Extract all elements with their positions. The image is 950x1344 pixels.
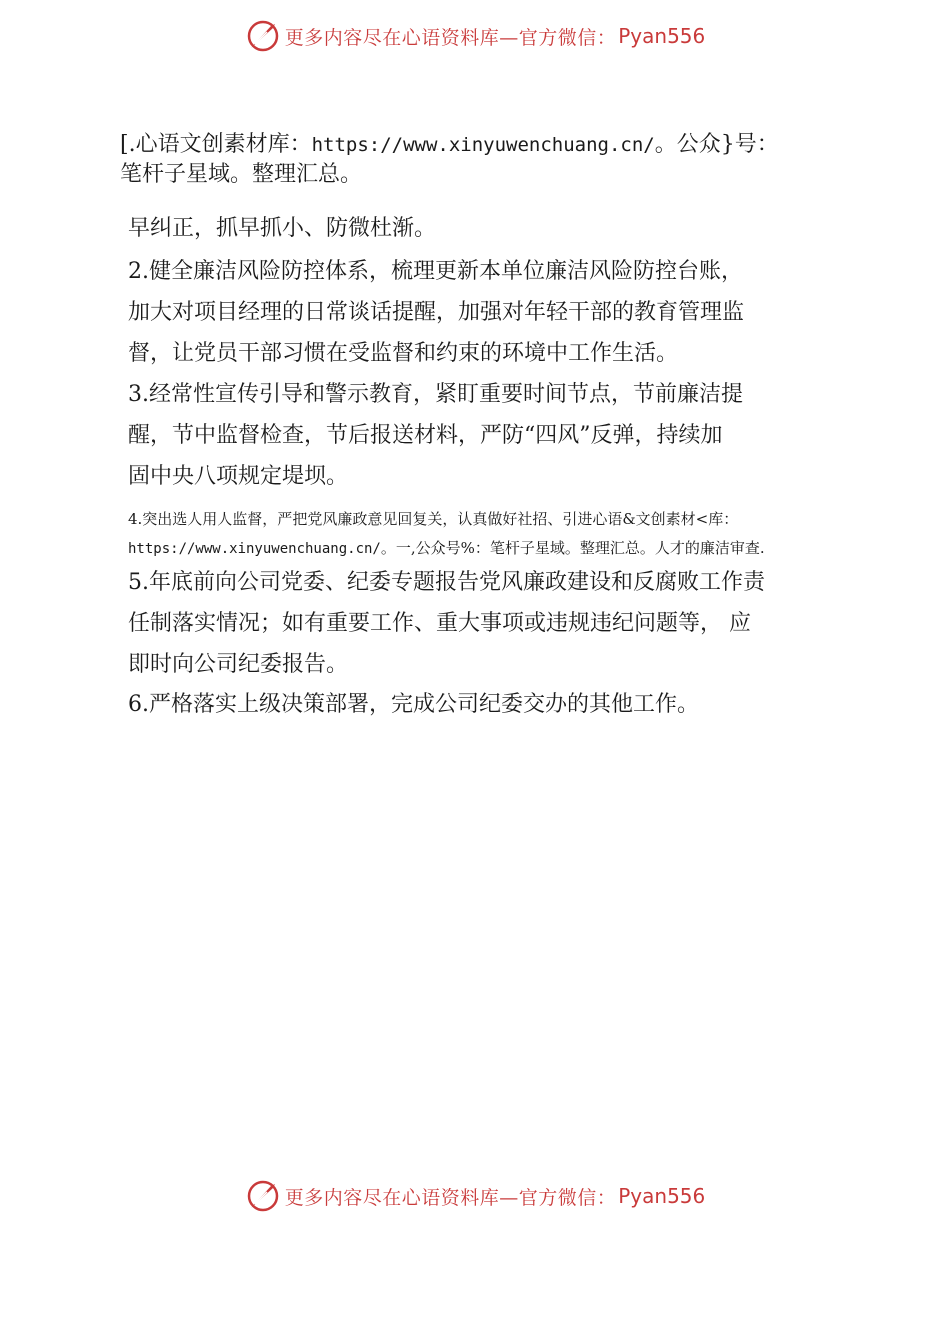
item-3-line: 醒，节中监督检查，节后报送材料，严防“四风”反弹，持续加 (128, 423, 723, 448)
item-4-url: https://www.xinyuwenchuang.cn/ (128, 541, 381, 557)
item-5-line: 即时向公司纪委报告。 (128, 652, 349, 677)
item-3-line: 固中央八项规定堤坝。 (128, 464, 349, 489)
header-banner (0, 16, 950, 56)
banner-wechat-id: Pyan556 (618, 1184, 706, 1208)
intro-suffix: 。公众}号： (654, 132, 779, 157)
item-3 (128, 374, 853, 497)
intro-url: https://www.xinyuwenchuang.cn/ (311, 134, 655, 156)
banner-text: 更多内容尽在心语资料库—官方微信： (284, 1186, 617, 1209)
banner-wechat-id: Pyan556 (618, 24, 706, 48)
item-1-line: 早纠正，抓早抓小、防微杜渐。 (128, 216, 437, 241)
banner-text: 更多内容尽在心语资料库—官方微信： (284, 26, 617, 49)
footer-banner (0, 1176, 950, 1216)
item-5-line: 5.年底前向公司党委、纪委专题报告党风廉政建设和反腐败工作责 (128, 570, 765, 595)
quill-logo-icon (245, 1178, 281, 1214)
intro-line2: 笔杆子星域。整理汇总。 (120, 162, 363, 187)
item-6-line: 6.严格落实上级决策部署，完成公司纪委交办的其他工作。 (128, 692, 699, 717)
item-6 (128, 684, 853, 725)
item-5 (128, 562, 853, 685)
intro-paragraph (120, 130, 865, 189)
item-4 (128, 505, 873, 564)
item-2-line: 加大对项目经理的日常谈话提醒，加强对年轻干部的教育管理监 (128, 300, 745, 325)
item-5-line: 任制落实情况；如有重要工作、重大事项或违规违纪问题等， 应 (128, 611, 751, 636)
item-1 (128, 208, 853, 249)
item-3-line: 3.经常性宣传引导和警示教育，紧盯重要时间节点，节前廉洁提 (128, 382, 743, 407)
quill-logo-icon (245, 18, 281, 54)
item-2-line: 督，让党员干部习惯在受监督和约束的环境中工作生活。 (128, 341, 679, 366)
item-4-line2-suffix: 。一,公众号%：笔杆子星域。整理汇总。人才的廉洁审查. (380, 539, 765, 557)
item-2-line: 2.健全廉洁风险防控体系，梳理更新本单位廉洁风险防控台账， (128, 259, 743, 284)
item-2 (128, 251, 853, 374)
intro-prefix: [.心语文创素材库： (120, 132, 312, 157)
item-4-line1: 4.突出选人用人监督，严把党风廉政意见回复关，认真做好社招、引进心语&文创素材<库： (128, 510, 739, 528)
